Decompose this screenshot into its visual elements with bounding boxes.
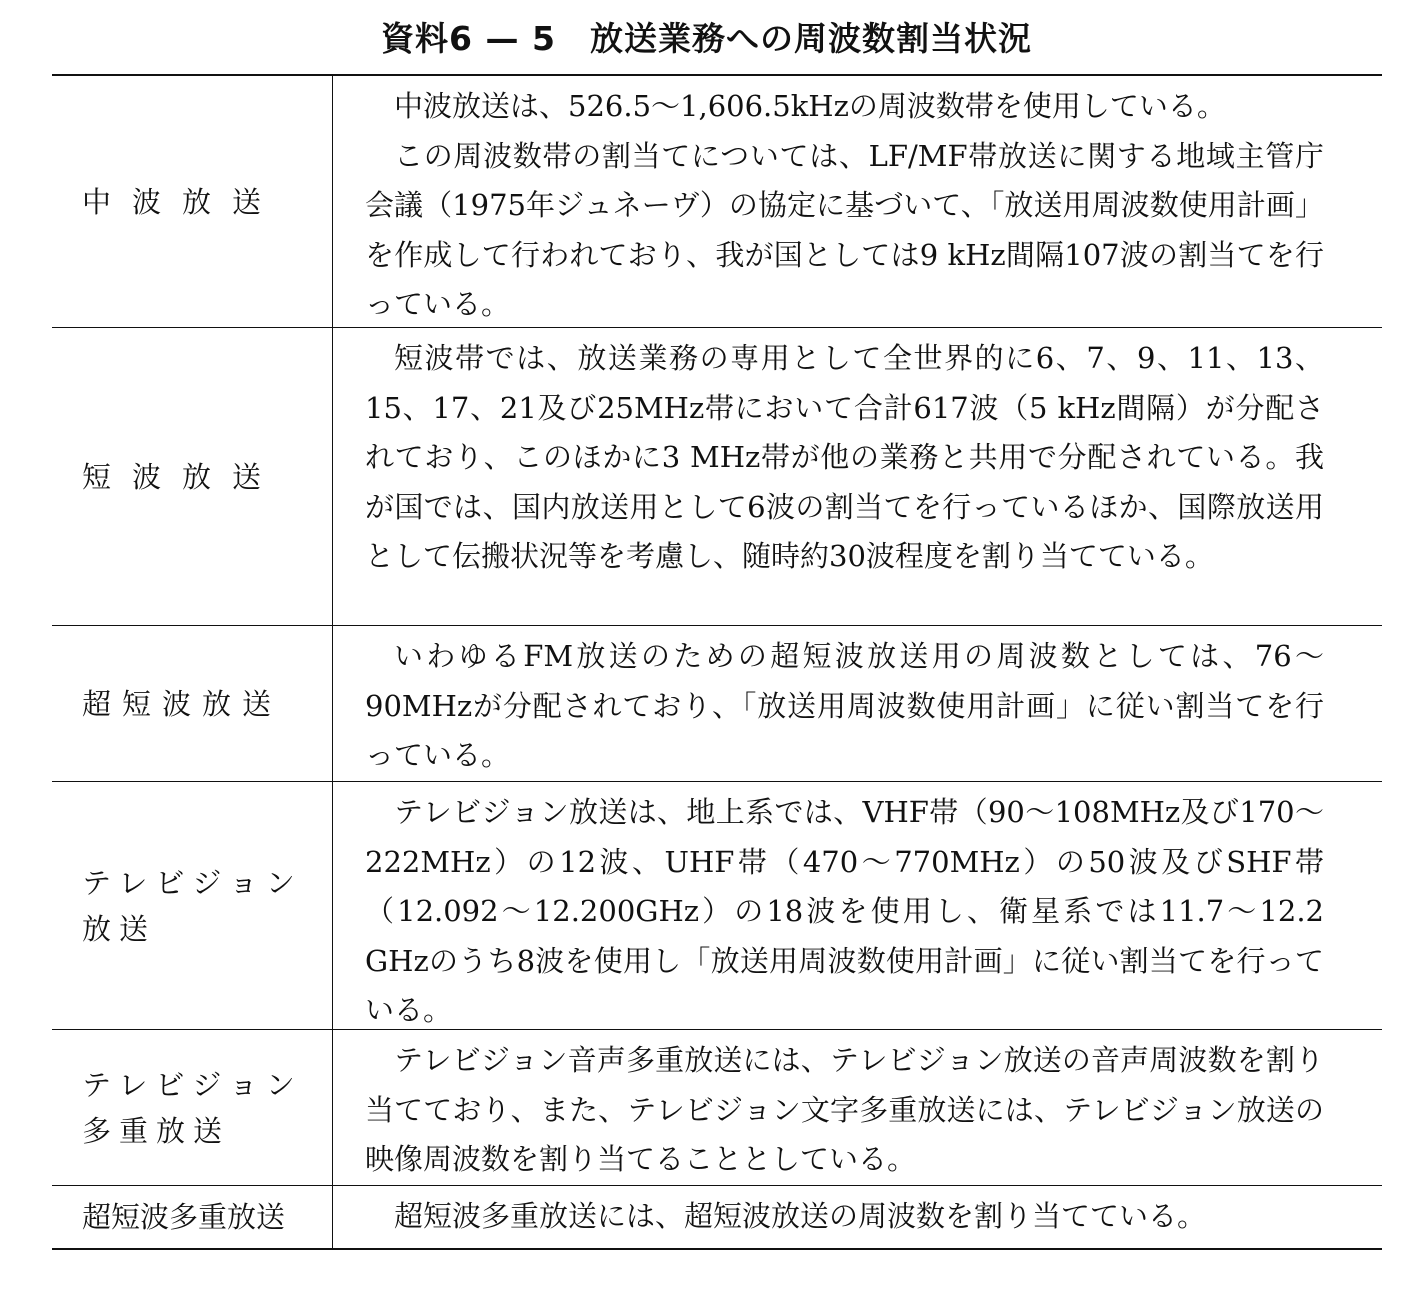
row-label: 超短波放送 [52, 626, 333, 781]
table-row [52, 328, 1382, 626]
row-label: テレビジョン多重放送 [52, 1030, 333, 1185]
table-row [52, 626, 1382, 782]
row-label: 中波放送 [52, 76, 333, 327]
row-paragraph: テレビジョン放送は、地上系では、VHF帯（90～108MHz及び170～222MHz）の12波、UHF帯（470～770MHz）の50波及びSHF帯（12.092～12.200GHz）の18波を使用し、衛星系では11.7～12.2 GHzのうち8波を使用し「放送用周波数使用計画」に従い割当てを行っている。 [365, 795, 1324, 1027]
table-row [52, 1186, 1382, 1248]
table-row [52, 782, 1382, 1030]
row-paragraph: テレビジョン音声多重放送には、テレビジョン放送の音声周波数を割り当てており、また、テレビジョン文字多重放送には、テレビジョン放送の映像周波数を割り当てることとしている。 [365, 1043, 1324, 1176]
row-label: 超短波多重放送 [52, 1186, 333, 1248]
row-paragraph: この周波数帯の割当てについては、LF/MF帯放送に関する地域主管庁会議（1975年ジュネーヴ）の協定に基づいて、「放送用周波数使用計画」を作成して行われており、我が国としては9 kHz間隔107波の割当てを行っている。 [365, 138, 1324, 321]
page-title: 資料6 — 5 放送業務への周波数割当状況 [381, 19, 1032, 58]
row-label: テレビジョン放送 [52, 782, 333, 1029]
allocation-table [52, 74, 1382, 1250]
row-content [333, 76, 1382, 327]
row-label: 短波放送 [52, 328, 333, 625]
table-row [52, 76, 1382, 328]
row-paragraph: 短波帯では、放送業務の専用として全世界的に6、7、9、11、13、15、17、21及び25MHz帯において合計617波（5 kHz間隔）が分配されており、このほかに3 MHz帯が他の業務と共用で分配されている。我が国では、国内放送用として6波の割当てを行っているほか、国際放送用として伝搬状況等を考慮し、随時約30波程度を割り当てている。 [365, 341, 1324, 573]
row-paragraph: 中波放送は、526.5～1,606.5kHzの周波数帯を使用している。 [394, 89, 1226, 123]
row-content [333, 626, 1382, 781]
row-content [333, 1186, 1382, 1248]
row-paragraph: いわゆるFM放送のための超短波放送用の周波数としては、76～90MHzが分配されており、「放送用周波数使用計画」に従い割当てを行っている。 [365, 639, 1324, 772]
row-content [333, 782, 1382, 1029]
row-content [333, 1030, 1382, 1185]
table-row [52, 1030, 1382, 1186]
row-content [333, 328, 1382, 625]
row-paragraph: 超短波多重放送には、超短波放送の周波数を割り当てている。 [394, 1199, 1207, 1233]
